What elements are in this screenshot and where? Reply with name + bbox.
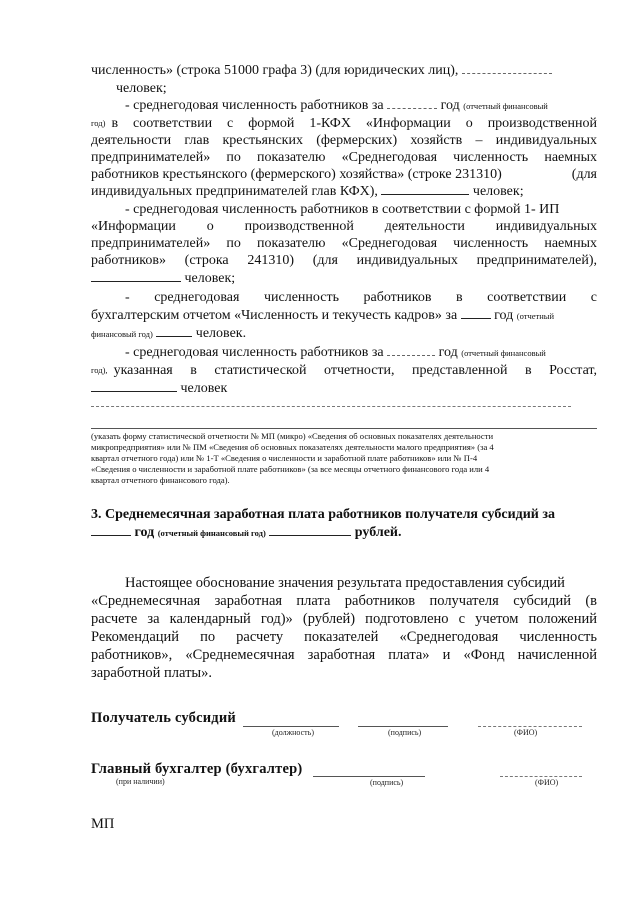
- caption-name: (ФИО): [514, 728, 538, 737]
- text-fragment: год: [438, 345, 458, 360]
- text-line: [91, 307, 554, 325]
- text-line: [91, 270, 235, 287]
- caption-optional: (при наличии): [116, 777, 165, 786]
- footnote-line: «Сведения о численности и заработной плате работников» (за все месяцы отчетного финансового года или 4: [91, 464, 490, 474]
- signature-line: [358, 726, 448, 727]
- blank-field: [387, 344, 435, 356]
- text-line: работников» (строка 241310) (для индивидуальных предпринимателей),: [91, 253, 597, 268]
- text-line: [91, 115, 597, 132]
- text-line: «Среднемесячная заработная плата работников получателя субсидий (в: [91, 593, 597, 609]
- text-line: Настоящее обоснование значения результата предоставления субсидий: [125, 575, 565, 591]
- stamp-place: МП: [91, 816, 115, 832]
- text-fragment: численность» (строка 51000 графа 3) (для юридических лиц),: [91, 63, 459, 78]
- text-line: Рекомендаций по расчету показателей «Среднегодовая численность: [91, 629, 597, 645]
- text-line: - среднегодовая численность работников в соответствии с формой 1- ИП: [125, 202, 560, 217]
- text-line: [91, 325, 246, 343]
- text-line: расчете за календарный год)» (рублей) подготовлено с учетом положений: [91, 611, 597, 627]
- blank-field: [381, 183, 469, 195]
- text-fragment: человек;: [116, 81, 167, 96]
- caption-name: (ФИО): [535, 778, 559, 787]
- footnote-line: микропредприятия» или № ПМ «Сведения об основных показателях деятельности малого предприятия» (за 4: [91, 442, 494, 452]
- signature-line: [500, 776, 582, 777]
- note-text: год): [91, 118, 106, 128]
- text-fragment: индивидуальных предпринимателей глав КФХ),: [91, 184, 378, 199]
- text-fragment: человек.: [195, 326, 247, 341]
- note-text: (отчетный финансовый: [461, 348, 546, 358]
- footnote-line: квартал отчетного года) или № 1-Т «Сведения о численности и заработной плате работников» или № П-4: [91, 453, 478, 463]
- text-fragment: - среднегодовая численность работников за: [125, 98, 384, 113]
- signature-line: [478, 726, 582, 727]
- recipient-label: Получатель субсидий: [91, 710, 236, 726]
- blank-field: [387, 97, 437, 109]
- section-title: 3. Среднемесячная заработная плата работников получателя субсидий за: [91, 507, 555, 522]
- text-fragment: год: [440, 98, 460, 113]
- blank-field: [156, 325, 192, 337]
- footnote-line: (указать форму статистической отчетности № МП (микро) «Сведения об основных показателях деятельности: [91, 431, 494, 441]
- blank-field: [461, 307, 491, 319]
- blank-field: [91, 380, 177, 392]
- blank-field: [462, 62, 552, 74]
- text-fragment: - среднегодовая численность работников за: [125, 345, 384, 360]
- text-fragment: человек;: [472, 184, 524, 199]
- blank-field: [269, 524, 351, 536]
- text-line: [91, 166, 597, 183]
- text-fragment: рублей.: [354, 525, 402, 540]
- divider: [91, 428, 597, 429]
- text-line: «Информации о производственной деятельности индивидуальных: [91, 219, 597, 234]
- text-line: [116, 80, 167, 97]
- text-fragment: работников крестьянского (фермерского) хозяйства» (строке 231310): [91, 167, 502, 182]
- note-text: финансовый год): [91, 329, 153, 339]
- text-fragment: бухгалтерским отчетом «Численность и текучесть кадров» за: [91, 308, 458, 323]
- text-fragment: год: [494, 308, 514, 323]
- blank-field: [91, 270, 181, 282]
- note-text: год),: [91, 365, 108, 375]
- text-line: предпринимателей» по показателю «Среднегодовая численность наемных: [91, 150, 597, 165]
- text-line: заработной платы».: [91, 665, 213, 681]
- caption-position: (должность): [272, 728, 314, 737]
- text-fragment: год: [134, 525, 155, 540]
- text-line: работников», «Среднемесячная заработная плата» и «Фонд начисленной: [91, 647, 597, 663]
- text-fragment: человек: [180, 381, 228, 396]
- caption-signature: (подпись): [388, 728, 422, 737]
- divider: [91, 406, 571, 407]
- signature-line: [243, 726, 339, 727]
- text-line: [91, 183, 524, 200]
- footnote-line: квартал отчетного финансового года).: [91, 475, 230, 485]
- caption-signature: (подпись): [370, 778, 404, 787]
- text-fragment: (для: [571, 167, 597, 182]
- note-text: (отчетный финансовый год): [157, 528, 266, 538]
- text-fragment: указанная в статистической отчетности, представленной в Росстат,: [113, 363, 597, 378]
- text-line: [91, 380, 227, 397]
- text-line: [91, 362, 597, 379]
- text-line: [125, 344, 546, 362]
- text-fragment: в соответствии с формой 1-КФХ «Информации о производственной: [111, 116, 597, 131]
- text-line: деятельности глав крестьянских (фермерских) хозяйств – индивидуальных: [91, 133, 597, 148]
- blank-field: [91, 524, 131, 536]
- note-text: (отчетный финансовый: [463, 101, 548, 111]
- note-text: (отчетный: [516, 311, 555, 321]
- text-line: [91, 62, 552, 79]
- text-line: [125, 97, 548, 115]
- text-line: предпринимателей» по показателю «Среднегодовая численность наемных: [91, 236, 597, 251]
- text-line: - среднегодовая численность работников в соответствии с: [125, 290, 597, 305]
- section-title-line: [91, 524, 402, 542]
- signature-line: [313, 776, 425, 777]
- text-fragment: человек;: [184, 271, 236, 286]
- accountant-label: Главный бухгалтер (бухгалтер): [91, 761, 303, 777]
